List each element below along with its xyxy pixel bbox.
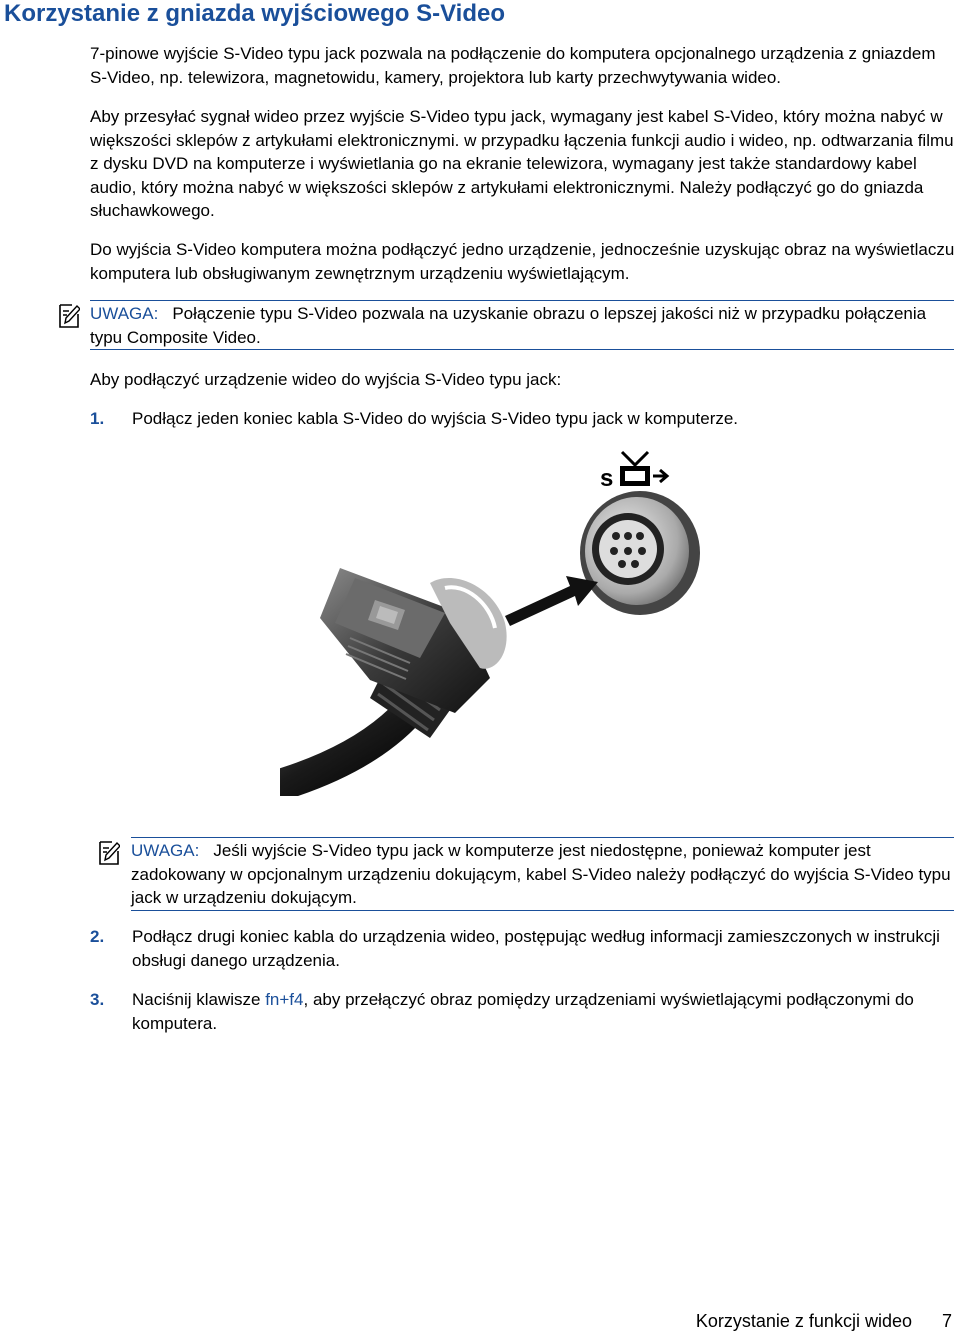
step-number: 2.	[90, 927, 105, 946]
step-number: 1.	[90, 409, 105, 428]
step-number: 3.	[90, 990, 105, 1009]
step-2	[90, 925, 956, 972]
note-icon	[58, 303, 80, 329]
note-callout	[90, 300, 954, 350]
note-text: Połączenie typu S-Video pozwala na uzyskanie obrazu o lepszej jakości niż w przypadku połączenia typu Composite Video.	[90, 304, 927, 347]
s-video-connection-figure	[280, 448, 730, 796]
svg-text:s: s	[600, 465, 614, 492]
page-title: Korzystanie z gniazda wyjściowego S-Video	[4, 0, 506, 27]
step-text-after: , aby przełączyć obraz pomiędzy urządzeniami wyświetlającymi podłączonymi do komputera.	[132, 990, 914, 1033]
note-label: UWAGA:	[90, 304, 159, 323]
s-video-port-icon	[600, 452, 667, 492]
paragraph-device: Do wyjścia S-Video komputera można podłączyć jedno urządzenie, jednocześnie uzyskując obraz na wyświetlaczu komputera lub obsługiwanym zewnętrznym urządzeniu wyświetlającym.	[90, 240, 955, 283]
step-3	[90, 988, 956, 1035]
step-text	[132, 988, 956, 1035]
step-text-before: Naciśnij klawisze	[132, 990, 266, 1009]
step-text: Podłącz drugi koniec kabla do urządzenia wideo, postępując według informacji zamieszczonych w instrukcji obsługi danego urządzenia.	[132, 927, 940, 970]
note-text: Jeśli wyjście S-Video typu jack w komputerze jest niedostępne, ponieważ komputer jest zadokowany w opcjonalnym urządzeniu dokującym, kabel S-Video należy podłączyć do wyjścia S-Video typu jack w urządzeniu dokującym.	[131, 841, 951, 907]
paragraph-cable: Aby przesyłać sygnał wideo przez wyjście S-Video typu jack, wymagany jest kabel S-Video, który można nabyć w większości sklepów z artykułami elektronicznymi. w przypadku łączenia funkcji audio i wideo, np. odtwarzania filmu z dysku DVD na komputerze i wyświetlania go na ekranie telewizora, wymagany jest także standardowy kabel audio, który można nabyć w większości sklepów z artykułami elektronicznymi. Należy podłączyć go do gniazda słuchawkowego.	[90, 107, 954, 220]
insert-arrow	[505, 576, 598, 626]
s-video-port	[580, 491, 700, 615]
step-text: Podłącz jeden koniec kabla S-Video do wyjścia S-Video typu jack w komputerze.	[132, 409, 739, 428]
page-number: 7	[941, 1311, 952, 1331]
page-footer	[696, 1309, 952, 1333]
note-icon	[98, 840, 120, 866]
steps-intro: Aby podłączyć urządzenie wideo do wyjścia S-Video typu jack:	[90, 370, 562, 389]
footer-section: Korzystanie z funkcji wideo	[695, 1311, 912, 1331]
step-1	[90, 407, 956, 431]
key-combo: fn+f4	[265, 990, 304, 1009]
paragraph-intro: 7-pinowe wyjście S-Video typu jack pozwala na podłączenie do komputera opcjonalnego urządzenia z gniazdem S-Video, np. telewizora, magnetowidu, kamery, projektora lub karty przechwytywania wideo.	[90, 44, 936, 87]
note-label: UWAGA:	[131, 841, 200, 860]
note-callout-docking	[131, 837, 954, 911]
